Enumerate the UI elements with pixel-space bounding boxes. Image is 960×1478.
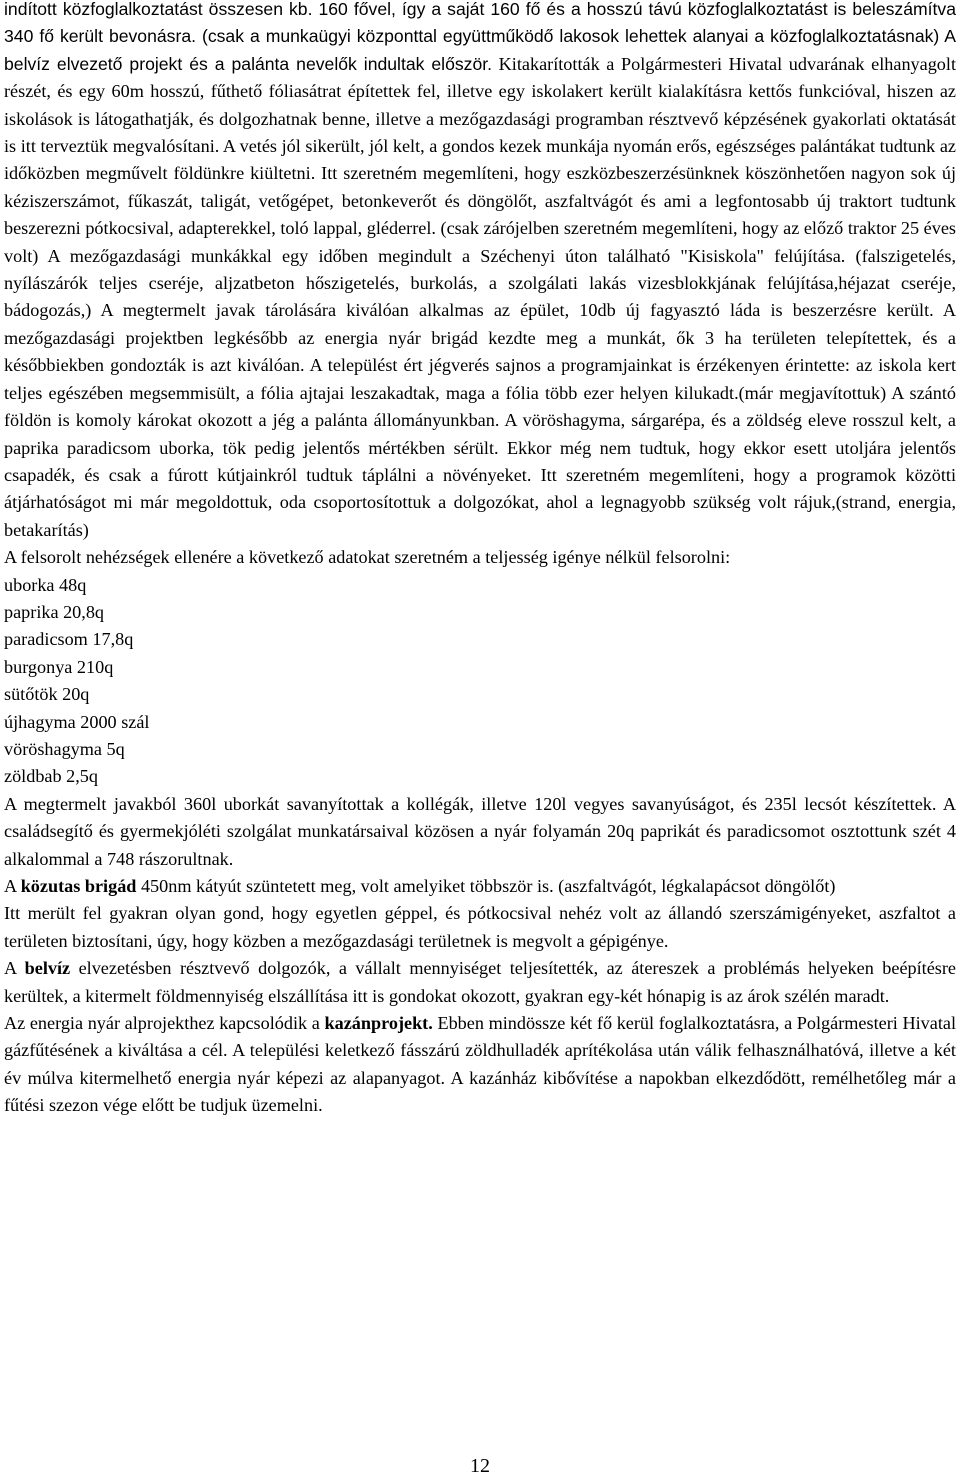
paragraph-drainage	[4, 955, 956, 1010]
paragraph-boiler-project	[4, 1010, 956, 1120]
text-segment: Ebben mindössze két fő kerül foglalkoztatásra, a Polgármesteri Hivatal gázfűtésének a kiváltása a cél. A települési keletkező fásszárú zöldhulladék aprítékolása után válik felhasználhatóvá, illetve a két év múlva kitermelhető energia nyár képezi az alapanyagot. A kazánház kibővítése a napokban elkezdődött, remélhetőleg már a fűtési szezon vége előtt be tudjuk üzemelni.	[4, 1013, 956, 1116]
produce-item: sütőtök 20q	[4, 684, 90, 705]
produce-list-intro: A felsorolt nehézségek ellenére a következő adatokat szeretném a teljesség igénye nélkül felsorolni:	[4, 547, 731, 568]
paragraph-pickling: A megtermelt javakból 360l uborkát savanyítottak a kollégák, illetve 120l vegyes savanyúságot, és 235l lecsót készítettek. A családsegítő és gyermekjóléti szolgálat munkatársaival közösen a nyár folyamán 20q paprikát és paradicsomot osztottunk szét 4 alkalommal a 748 rászorultnak.	[4, 793, 956, 869]
text-segment: A	[4, 876, 21, 896]
text-segment: 450nm kátyút szüntetett meg, volt amelyiket többször is. (aszfaltvágót, légkalapácsot döngölőt)	[136, 876, 836, 896]
text-segment: elvezetésben résztvevő dolgozók, a vállalt mennyiséget teljesítették, az átereszek a problémás helyeken beépítésre kerültek, a kitermelt földmennyiség elszállítása itt is gondokat okozott, gyakran egy-két hónapig is az árok szélén maradt.	[4, 958, 956, 1006]
produce-item: vöröshagyma 5q	[4, 738, 125, 759]
page-number: 12	[470, 1455, 490, 1477]
produce-item: paradicsom 17,8q	[4, 629, 134, 650]
paragraph-machinery: Itt merült fel gyakran olyan gond, hogy egyetlen géppel, és pótkocsival nehéz volt az állandó szerszámigényeket, aszfaltot a területen biztosítani, úgy, hogy közben a mezőgazdasági területnek is megvolt a gépigénye.	[4, 903, 956, 951]
paragraph-road-brigade	[4, 873, 956, 900]
bold-term: kazánprojekt.	[324, 1013, 433, 1034]
text-segment: A	[4, 958, 25, 979]
produce-item: uborka 48q	[4, 574, 87, 595]
document-page	[4, 0, 956, 1120]
produce-item: paprika 20,8q	[4, 601, 105, 622]
text-segment: Az energia nyár alprojekthez kapcsolódik a	[4, 1013, 325, 1034]
produce-item: burgonya 210q	[4, 656, 114, 677]
bold-term: belvíz	[24, 958, 71, 979]
produce-item: zöldbab 2,5q	[4, 766, 98, 787]
paragraph-serif-segment: Kitakarították a Polgármesteri Hivatal udvarának elhanyagolt részét, és egy 60m hosszú, fűthető fóliasátrat építettek fel, illetve egy iskolakert került kialakításra kettős funkcióval, hiszen az iskolások is látogathatják, és dolgozhatnak benne, illetve a mezőgazdasági programban résztvevő képzésének gyakorlati oktatását is itt terveztük megvalósítani. A vetés jól sikerült, jól kelt, a gondos kezek munkája nyomán erős, egészséges palántákat tudtunk az időközben megművelt földünkre kiültetni. Itt szeretném megemlíteni, hogy eszközbeszerzésünknek köszönhetően nagyon sok új kéziszerszámot, fűkaszát, taligát, vetőgépet, betonkeverőt és döngölőt, aszfaltvágót és ami a legfontosabb új traktort tudtunk beszerezni pótkocsival, adapterekkel, toló lappal, gléderrel. (csak zárójelben szeretném megemlíteni, hogy az előző traktor 25 éves volt) A mezőgazdasági munkákkal egy időben megindult a Széchenyi úton található "Kisiskola" felújítása. (falszigetelés, nyílászárók teljes cseréje, aljzatbeton hőszigetelés, burkolás, a szolgálati lakás vizesblokkjának felújítása,héjazat cseréje, bádogozás,) A megtermelt javak tárolására kiválóan alkalmas az épület, 10db új fagyasztó láda is beszerzésre került. A mezőgazdasági projektben legkésőbb az energia nyár brigád kezdte meg a munkát, ők 3 ha területen telepítettek, és a későbbiekben gondozták is azt kiválóan. A települést ért jégverés sajnos a programjainkat is érzékenyen érintette: az iskola kert teljes egészében megsemmisült, a fólia ajtajai leszakadtak, maga a fólia több ezer helyen kilukadt.(már megjavítottuk) A szántó földön is komoly károkat okozott a jég a palánta állományunkban. A vöröshagyma, sárgarépa, és a zöldség eleve rosszul kelt, a paprika paradicsom uborka, tök pedig jelentős mértékben sérült. Ekkor még nem tudtuk, hogy ekkor esett utoljára jelentős csapadék, és csak a fúrott kútjainkról tudtuk táplálni a növényeket. Itt szeretném megemlíteni, hogy a programok közötti átjárhatóságot mi már megoldottuk, oda csoportosítottuk a dolgozókat, ahol a legnagyobb szükség volt rájuk,(strand, energia, betakarítás)	[4, 53, 956, 540]
produce-item: újhagyma 2000 szál	[4, 711, 150, 732]
bold-term: közutas brigád	[20, 876, 137, 896]
paragraph-sans-segment: indított közfoglalkoztatást összesen kb. 160 fővel, így a saját 160 fő és a hosszú távú közfoglalkoztatást is beleszámítva 340 fő került bevonásra. (csak a munkaügyi központtal együttműködő lakosok lehettek alanyai a közfoglalkoztatásnak) A belvíz elvezető projekt és a palánta nevelők indultak először.	[4, 0, 956, 74]
paragraph-public-works-intro	[4, 0, 956, 544]
